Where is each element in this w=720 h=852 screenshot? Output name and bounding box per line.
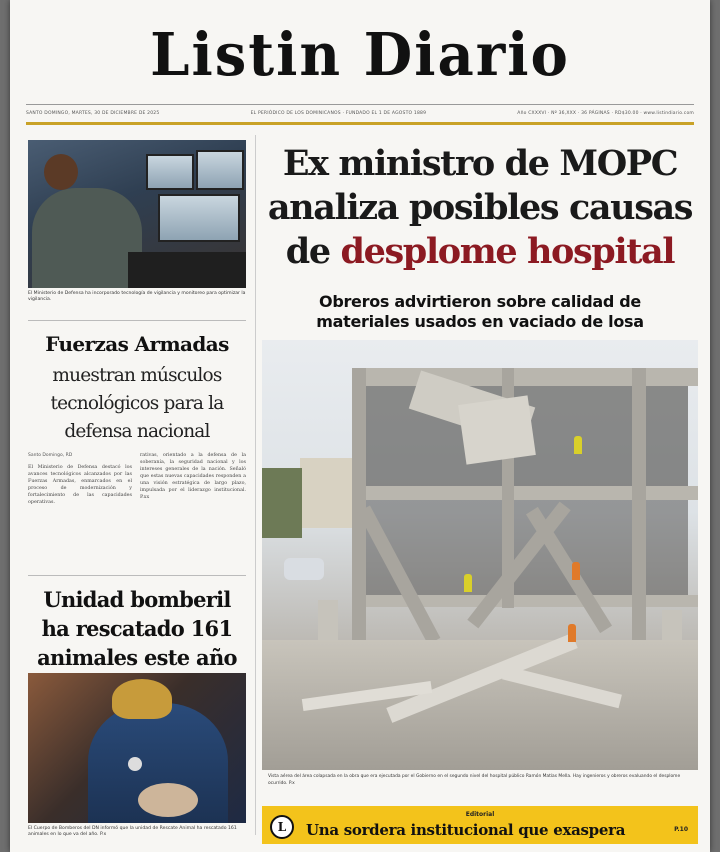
photo-collapsed-hospital <box>262 340 698 770</box>
editorial-logo-icon: L <box>270 815 294 839</box>
newspaper-front-page <box>10 0 710 852</box>
fuerzas-sub-line: defensa nacional <box>64 421 210 442</box>
byline: Santo Domingo, RD <box>28 453 73 458</box>
construction-worker <box>572 562 580 580</box>
lead-headline-prefix: de <box>285 231 330 272</box>
rescued-animal <box>138 783 198 817</box>
article-body-col1: El Ministerio de Defensa destacó los avances tecnológicos alcanzados por las Fuerzas Armadas, enmarcados en el proceso de modernización y fortalecimiento de las capacidades operativas. <box>28 465 132 505</box>
photo2-caption: El Cuerpo de Bomberos del DN informó que la unidad de Rescate Animal ha rescatado 161 animales en lo que va del año. P.x <box>28 826 237 837</box>
unidad-heading-line: Unidad bomberil <box>43 587 231 612</box>
control-desk <box>128 252 246 288</box>
lead-headline <box>262 142 698 274</box>
divider <box>28 320 246 321</box>
mid-slab <box>352 486 698 500</box>
collapsed-slab <box>458 395 536 464</box>
masthead-rule <box>26 104 694 105</box>
lead-photo-caption: Vista aérea del área colapsada en la obra que era ejecutada por el Gobierno en el segundo nivel del hospital público Ramón Matías Mella. Hay ingenieros y obreros evaluando el desplome ocurrido. P.x <box>268 774 681 786</box>
masthead-title: Listin Diario <box>150 20 570 90</box>
roof-slab <box>352 368 698 386</box>
construction-worker <box>574 436 582 454</box>
firefighter-badge <box>128 757 142 771</box>
editorial-page-ref: P.10 <box>674 826 688 833</box>
background-trees <box>262 468 302 538</box>
dateline <box>26 107 694 119</box>
fuerzas-subheading <box>28 362 246 446</box>
soldier-figure <box>32 188 142 288</box>
dateline-left: SANTO DOMINGO, MARTES, 30 DE DICIEMBRE DE 2025 <box>26 110 160 116</box>
article-body-col2: rativas, orientado a la defensa de la soberanía, la seguridad nacional y los intereses generales de la nación. Señaló que estas nuevas capacidades responden a una visión estratégica de largo plazo, impulsada por el liderazgo institucional. P.xx <box>140 453 246 500</box>
dateline-right: Año CXXXVI · Nº 36,XXX · 36 PÁGINAS · RD$30.00 · www.listindiario.com <box>517 110 694 116</box>
divider <box>28 575 246 576</box>
firefighter-helmet <box>112 679 172 719</box>
column-divider <box>255 135 256 835</box>
editorial-banner[interactable] <box>262 806 698 844</box>
soldier-head <box>44 154 78 190</box>
fuerzas-sub-line: muestran músculos <box>52 365 222 386</box>
background-building <box>300 458 354 528</box>
monitor-screen <box>146 154 194 190</box>
lead-headline-line: Ex ministro de MOPC <box>282 143 678 184</box>
lead-headline-line <box>262 230 698 274</box>
editorial-kicker: Editorial <box>465 811 495 818</box>
gold-rule <box>26 122 694 125</box>
photo1-caption: El Ministerio de Defensa ha incorporado tecnología de vigilancia y monitoreo para optimizar la vigilancia. <box>28 291 246 302</box>
lead-subheading-line: Obreros advirtieron sobre calidad de <box>319 292 641 311</box>
parked-car <box>284 558 324 580</box>
unidad-heading <box>28 585 246 672</box>
photo-firefighter <box>28 673 246 823</box>
photo-military-monitoring <box>28 140 246 288</box>
lead-subheading <box>262 292 698 332</box>
fuerzas-heading: Fuerzas Armadas <box>45 332 229 356</box>
dateline-center: EL PERIÓDICO DE LOS DOMINICANOS · FUNDADO EL 1 DE AGOSTO 1889 <box>250 110 427 116</box>
monitor-screen <box>158 194 240 242</box>
unidad-heading-line: animales este año <box>37 645 237 670</box>
monitor-screen <box>196 150 244 190</box>
construction-worker <box>568 624 576 642</box>
lead-headline-highlight: desplome hospital <box>340 231 675 272</box>
construction-worker <box>464 574 472 592</box>
unidad-heading-line: ha rescatado 161 <box>41 616 233 641</box>
lead-subheading-line: materiales usados en vaciado de losa <box>316 312 644 331</box>
editorial-title[interactable]: Una sordera institucional que exaspera <box>306 821 626 839</box>
lead-headline-line: analiza posibles causas <box>267 187 693 228</box>
fuerzas-sub-line: tecnológicos para la <box>50 393 224 414</box>
